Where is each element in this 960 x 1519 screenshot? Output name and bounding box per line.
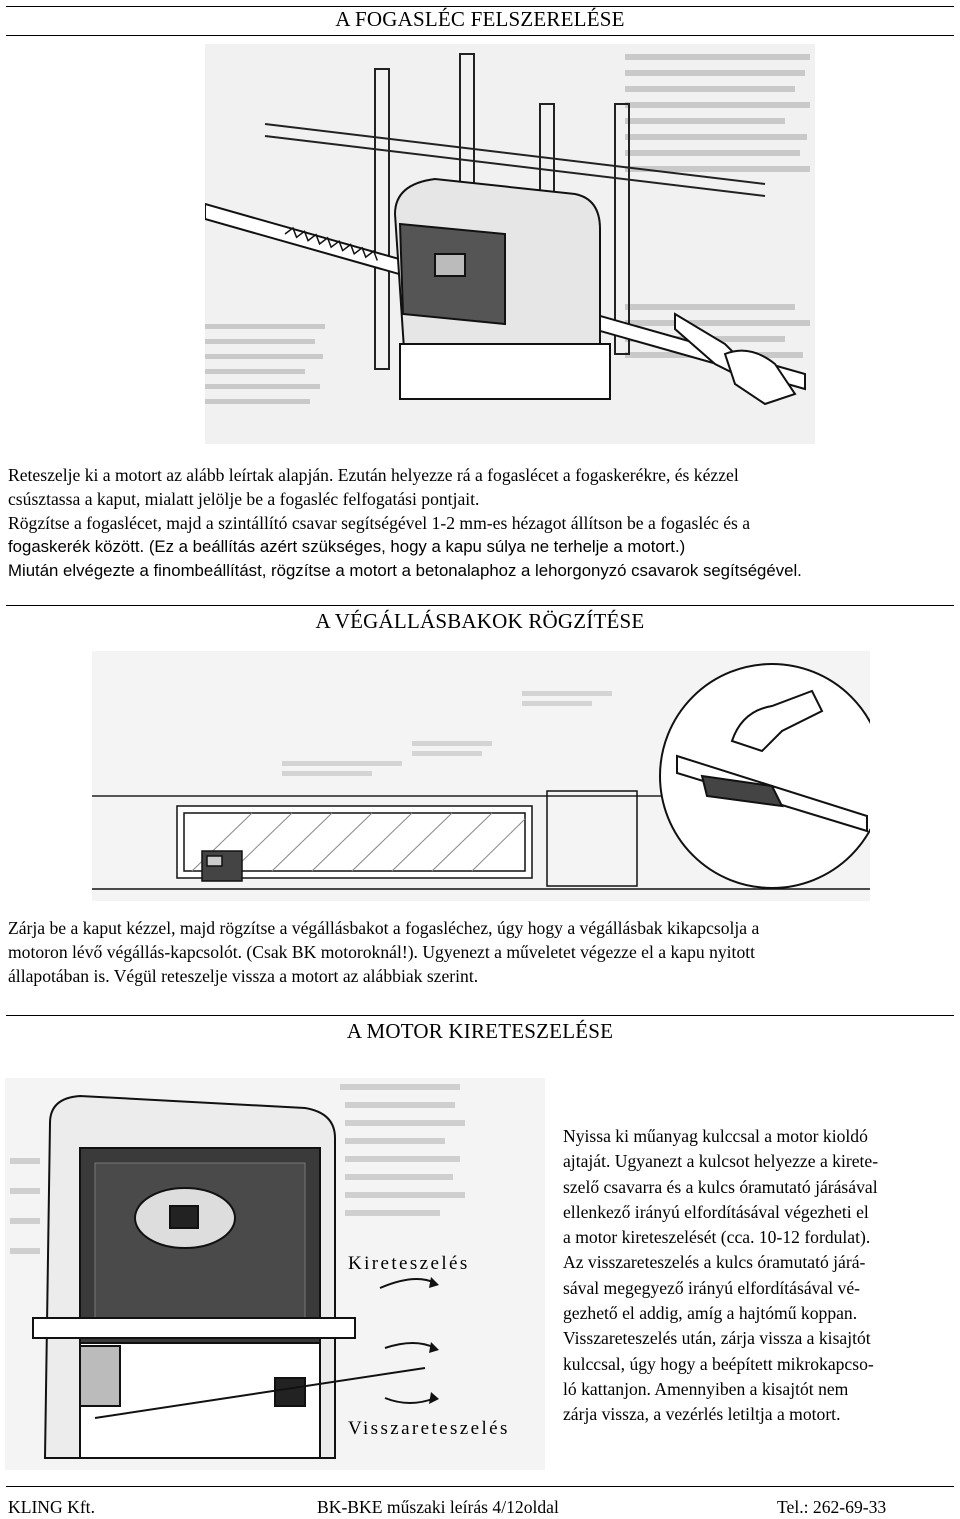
gate-limit-stop-illustration (92, 651, 870, 901)
text-line: motoron lévő végállás-kapcsolót. (Csak BK motoroknál!). Ugyenezt a műveletet végezze el a kapu nyitott (8, 942, 756, 962)
text-line: ajtaját. Ugyanezt a kulcsot helyezze a kirete- (563, 1151, 879, 1172)
footer-phone: Tel.: 262-69-33 (777, 1497, 887, 1517)
text-line: állapotában is. Végül reteszelje vissza a motort az alábbiak szerint. (8, 966, 479, 986)
text-line: csúsztassa a kaput, mialatt jelölje be a fogasléc felfogatási pontjait. (8, 489, 480, 509)
text-line: ló kattanjon. Amennyiben a kisajtót nem (563, 1378, 849, 1399)
text-line: Visszareteszelés után, zárja vissza a kisajtót (563, 1328, 871, 1349)
text-line: a motor kireteszelését (cca. 10-12 fordulat). (563, 1227, 871, 1248)
section-rule (6, 1015, 954, 1016)
text-line: szelő csavarra és a kulcs óramutató járásával (563, 1176, 878, 1197)
rack-mounting-illustration (205, 44, 815, 444)
title-underline (6, 35, 954, 36)
section-title-rack-mounting: A FOGASLÉC FELSZERELÉSE (335, 7, 625, 31)
text-line: zárja vissza, a vezérlés letiltja a motort. (563, 1404, 841, 1425)
text-line: kulccsal, úgy hogy a beépített mikrokapcso- (563, 1353, 874, 1374)
section-title-motor-unlock: A MOTOR KIRETESZELÉSE (346, 1019, 614, 1043)
limit-stop-instructions (8, 916, 954, 988)
text-line: gezhető el addig, amíg a hajtómű koppan. (563, 1303, 858, 1324)
footer-page-info: BK-BKE műszaki leírás 4/12oldal (317, 1497, 559, 1517)
rack-instructions (8, 463, 954, 583)
motor-unlock-instructions (563, 1124, 955, 1428)
unlock-label: Kireteszelés (348, 1253, 470, 1274)
section-title-limit-stops: A VÉGÁLLÁSBAKOK RÖGZÍTÉSE (315, 609, 645, 633)
motor-unlock-illustration (5, 1078, 545, 1470)
relock-label: Visszareteszelés (348, 1418, 510, 1439)
text-line: Az visszareteszelés a kulcs óramutató járá- (563, 1252, 866, 1273)
footer-rule (6, 1486, 954, 1487)
text-line: Miután elvégezte a finombeállítást, rögzítse a motort a betonalaphoz a lehorgonyzó csavarok segítségével. (8, 561, 802, 580)
text-line: Reteszelje ki a motort az alább leírtak alapján. Ezután helyezze rá a fogaslécet a fogaskerékre, és kézzel (8, 465, 739, 485)
footer-company: KLING Kft. (8, 1497, 95, 1517)
section-rule (6, 605, 954, 606)
text-line: sával megegyező irányú elfordításával vé- (563, 1277, 861, 1298)
text-line: fogaskerék között. (Ez a beállítás azért szükséges, hogy a kapu súlya ne terhelje a motort.) (8, 537, 686, 556)
text-line: Rögzítse a fogaslécet, majd a szintállító csavar segítségével 1-2 mm-es hézagot állítson be a fogasléc és a (8, 513, 751, 533)
text-line: Nyissa ki műanyag kulccsal a motor kioldó (563, 1126, 868, 1146)
text-line: ellenkező irányú elfordításával végezheti el (563, 1201, 869, 1222)
text-line: Zárja be a kaput kézzel, majd rögzítse a végállásbakot a fogasléchez, úgy hogy a végállásbak kikapcsolja a (8, 918, 760, 938)
